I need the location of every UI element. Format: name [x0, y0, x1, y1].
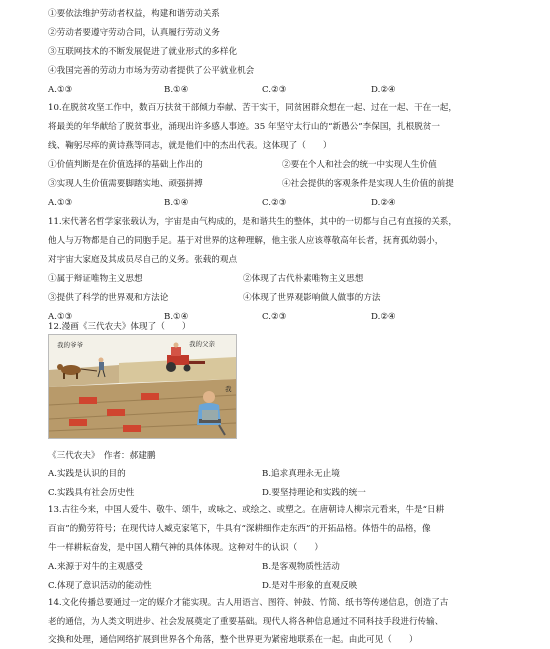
- cartoon-illustration: [49, 335, 236, 438]
- q13-option-b[interactable]: B.是客观物质性活动: [262, 562, 340, 572]
- q11-stem-line-2: 他人与万物都是自己的同胞手足。基于对世界的这种理解，他主张人应该尊敬高年长者，抚育孤幼弱小，: [48, 236, 444, 246]
- q10-stem-line-1: 10.在脱贫攻坚工作中，数百万扶贫干部倾力奉献、苦干实干，同贫困群众想在一起、过在一起、干在一起，: [48, 103, 457, 113]
- q11-item-4: ④体现了世界观影响做人做事的方法: [243, 293, 381, 303]
- q13-stem-line-2: 百亩”的勤劳符号；在现代诗人臧克家笔下，牛具有“深耕细作走东西”的开拓品格。体悟牛的品格，像: [48, 524, 431, 534]
- q14-stem-line-2: 老的通信，为人类文明进步、社会发展奠定了重要基础。现代人将各种信息通过不同科技手段进行传输、: [48, 617, 444, 627]
- q11-item-2: ②体现了古代朴素唯物主义思想: [243, 274, 364, 284]
- q10-option-a[interactable]: A.①③: [48, 198, 73, 208]
- q14-stem-line-1: 14.文化传播总要通过一定的媒介才能实现。古人用语言、图符、钟鼓、竹简、纸书等传递信息，创造了古: [48, 598, 449, 608]
- q13-option-a[interactable]: A.来源于对牛的主观感受: [48, 562, 143, 572]
- q13-option-c[interactable]: C.体现了意识活动的能动性: [48, 581, 152, 591]
- q9-option-b[interactable]: B.①④: [164, 85, 189, 95]
- q10-option-d[interactable]: D.②④: [371, 198, 396, 208]
- q9-item-3: ③互联网技术的不断发展促进了就业形式的多样化: [48, 47, 238, 57]
- q12-stem: 12.漫画《三代农夫》体现了（ ）: [48, 322, 191, 332]
- q11-stem-line-1: 11.宋代著名哲学家张载认为，宇宙是由气构成的，是和谐共生的整体，其中的一切都与自己有直接的关系，: [48, 217, 457, 227]
- q11-option-b[interactable]: B.①④: [164, 312, 189, 322]
- q13-stem-line-1: 13.古往今来，中国人爱牛、敬牛、颂牛，或咏之、或绘之、或塑之。在唐朝诗人柳宗元看来，牛是“日耕: [48, 505, 445, 515]
- label-me: 我: [225, 385, 232, 393]
- q10-item-2: ②要在个人和社会的统一中实现人生价值: [282, 160, 437, 170]
- q10-option-c[interactable]: C.②③: [262, 198, 287, 208]
- q12-option-a[interactable]: A.实践是认识的目的: [48, 469, 126, 479]
- q13-option-d[interactable]: D.是对牛形象的直观反映: [262, 581, 358, 591]
- q10-item-4: ④社会提供的客观条件是实现人生价值的前提: [282, 179, 454, 189]
- q10-item-3: ③实现人生价值需要脚踏实地、顽强拼搏: [48, 179, 203, 189]
- q10-item-1: ①价值判断是在价值选择的基础上作出的: [48, 160, 203, 170]
- q11-option-c[interactable]: C.②③: [262, 312, 287, 322]
- q13-stem-line-3: 牛一样耕耘奋发，是中国人精气神的具体体现。这种对牛的认识（ ）: [48, 543, 324, 553]
- q9-item-2: ②劳动者要遵守劳动合同，认真履行劳动义务: [48, 28, 220, 38]
- q11-item-1: ①属于辩证唯物主义思想: [48, 274, 143, 284]
- q9-item-1: ①要依法维护劳动者权益，构建和谐劳动关系: [48, 9, 220, 19]
- q10-option-b[interactable]: B.①④: [164, 198, 189, 208]
- q12-caption: 《三代农夫》 作者：郝建鹏: [48, 451, 156, 461]
- q9-item-4: ④我国完善的劳动力市场为劳动者提供了公平就业机会: [48, 66, 255, 76]
- q14-stem-line-3: 交换和处理，通信网络扩展到世界各个角落，整个世界更为紧密地联系在一起。由此可见（ ）: [48, 635, 418, 645]
- q9-option-c[interactable]: C.②③: [262, 85, 287, 95]
- q11-stem-line-3: 对宇宙大家庭及其成员尽自己的义务。张载的观点: [48, 255, 238, 265]
- q12-option-d[interactable]: D.要坚持理论和实践的统一: [262, 488, 366, 498]
- q12-option-b[interactable]: B.追求真理永无止境: [262, 469, 340, 479]
- label-father: 我的父亲: [189, 340, 215, 348]
- q9-option-d[interactable]: D.②④: [371, 85, 396, 95]
- q11-option-a[interactable]: A.①③: [48, 312, 73, 322]
- q11-item-3: ③提供了科学的世界观和方法论: [48, 293, 169, 303]
- q11-option-d[interactable]: D.②④: [371, 312, 396, 322]
- three-generations-cartoon: [48, 334, 237, 439]
- q10-stem-line-2: 将最美的年华献给了脱贫事业，涌现出许多感人事迹。35 年坚守太行山的“新愚公”李保国，扎根脱贫一: [48, 122, 440, 132]
- q10-stem-line-3: 线、鞠躬尽瘁的黄诗燕等同志，就是他们中的杰出代表。这体现了（ ）: [48, 141, 332, 151]
- q12-option-c[interactable]: C.实践具有社会历史性: [48, 488, 135, 498]
- label-grandfather: 我的爷爷: [57, 341, 83, 349]
- q9-option-a[interactable]: A.①③: [48, 85, 73, 95]
